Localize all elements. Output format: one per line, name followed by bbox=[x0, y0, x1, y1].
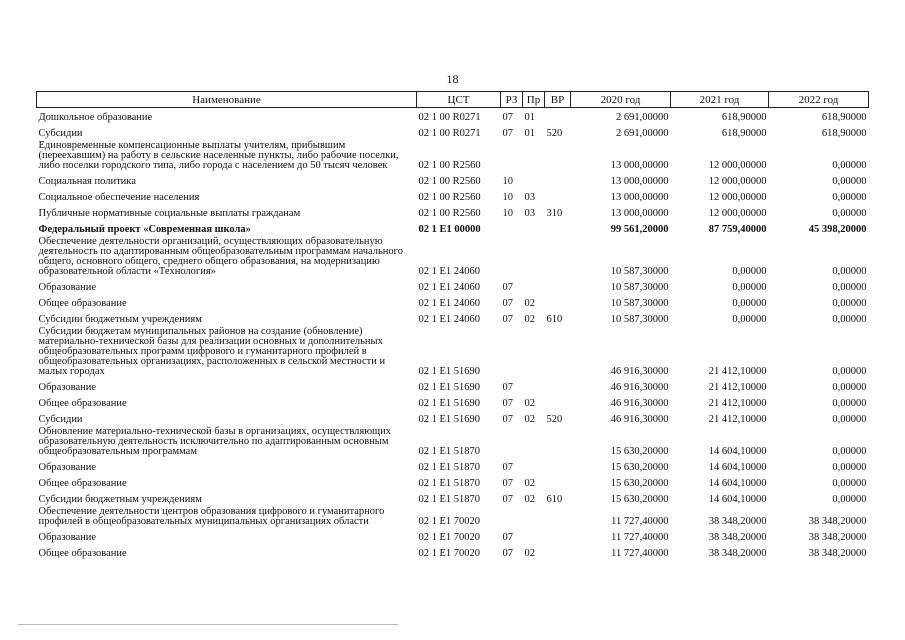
table-row bbox=[37, 426, 869, 458]
cell-rz: 07 bbox=[502, 462, 513, 473]
cell-2020: 46 916,30000 bbox=[610, 398, 669, 409]
cell-rz: 10 bbox=[502, 208, 513, 219]
cell-name: Образование bbox=[38, 382, 97, 393]
cell-cst: 02 1 E1 70020 bbox=[418, 532, 481, 543]
cell-vr bbox=[545, 544, 571, 560]
cell-vr bbox=[545, 528, 571, 544]
cell-rz: 07 bbox=[502, 282, 513, 293]
cell-rz: 07 bbox=[502, 298, 513, 309]
cell-cst: 02 1 E1 24060 bbox=[418, 298, 481, 309]
cell-2022: 0,00000 bbox=[832, 208, 867, 219]
cell-2021: 21 412,10000 bbox=[708, 414, 767, 425]
cell-name: Социальная политика bbox=[38, 176, 136, 187]
header-rz: РЗ bbox=[501, 92, 523, 108]
cell-2022: 0,00000 bbox=[832, 398, 867, 409]
cell-2022: 0,00000 bbox=[832, 314, 867, 325]
cell-2022: 0,00000 bbox=[832, 266, 867, 277]
cell-vr bbox=[545, 236, 571, 278]
cell-rz: 07 bbox=[502, 314, 513, 325]
cell-name: Социальное обеспечение населения bbox=[38, 192, 200, 203]
cell-rz: 07 bbox=[502, 398, 513, 409]
cell-vr: 520 bbox=[546, 128, 563, 139]
cell-2020: 11 727,40000 bbox=[611, 532, 669, 543]
cell-2021: 14 604,10000 bbox=[708, 494, 767, 505]
cell-2022: 618,90000 bbox=[821, 112, 867, 123]
cell-name: Единовременные компенсационные выплаты учителям, прибывшим (переехавшим) на работу в сельские населенные пункты, либо рабочие поселки, либо поселки городского типа, либо города с населением до 50 тысяч человек bbox=[38, 140, 399, 171]
cell-2022: 38 348,20000 bbox=[808, 516, 867, 527]
cell-cst: 02 1 E1 51870 bbox=[418, 494, 481, 505]
header-2020: 2020 год bbox=[571, 92, 671, 108]
cell-rz: 10 bbox=[502, 192, 513, 203]
cell-rz: 07 bbox=[502, 414, 513, 425]
table-header bbox=[37, 92, 869, 108]
cell-cst: 02 1 E1 51690 bbox=[418, 382, 481, 393]
cell-2022: 0,00000 bbox=[832, 446, 867, 457]
table-row bbox=[37, 220, 869, 236]
cell-name: Обновление материально-технической базы в организациях, осуществляющих образовательную деятельность исключительно по адаптированным основным общеобразовательным программам bbox=[38, 426, 392, 457]
cell-name: Субсидии бюджетным учреждениям bbox=[38, 494, 202, 505]
table-row bbox=[37, 108, 869, 125]
cell-cst: 02 1 00 R2560 bbox=[418, 192, 481, 203]
cell-vr: 610 bbox=[546, 494, 563, 505]
cell-vr bbox=[545, 378, 571, 394]
cell-vr bbox=[545, 326, 571, 378]
cell-2020: 10 587,30000 bbox=[610, 298, 669, 309]
cell-cst: 02 1 E1 51690 bbox=[418, 398, 481, 409]
cell-name: Федеральный проект «Современная школа» bbox=[38, 224, 251, 235]
cell-2020: 11 727,40000 bbox=[611, 516, 669, 527]
cell-2021: 12 000,00000 bbox=[708, 176, 767, 187]
cell-2020: 13 000,00000 bbox=[610, 192, 669, 203]
table-row bbox=[37, 528, 869, 544]
cell-vr: 520 bbox=[546, 414, 563, 425]
cell-2022: 38 348,20000 bbox=[808, 548, 867, 559]
cell-rz bbox=[501, 140, 523, 172]
cell-2020: 15 630,20000 bbox=[610, 462, 669, 473]
cell-2021: 0,00000 bbox=[732, 314, 767, 325]
cell-2021: 14 604,10000 bbox=[708, 446, 767, 457]
cell-cst: 02 1 00 R0271 bbox=[418, 112, 481, 123]
cell-vr bbox=[545, 458, 571, 474]
cell-rz bbox=[501, 506, 523, 528]
cell-rz: 07 bbox=[502, 128, 513, 139]
cell-2020: 15 630,20000 bbox=[610, 446, 669, 457]
cell-pr: 02 bbox=[524, 548, 535, 559]
cell-2022: 45 398,20000 bbox=[808, 224, 867, 235]
cell-vr bbox=[545, 294, 571, 310]
cell-pr: 02 bbox=[524, 478, 535, 489]
cell-pr bbox=[523, 506, 545, 528]
cell-rz: 07 bbox=[502, 532, 513, 543]
header-cst: ЦСТ bbox=[417, 92, 501, 108]
cell-2021: 21 412,10000 bbox=[708, 382, 767, 393]
cell-vr bbox=[545, 394, 571, 410]
cell-2021: 38 348,20000 bbox=[708, 516, 767, 527]
cell-2020: 99 561,20000 bbox=[610, 224, 669, 235]
cell-rz: 07 bbox=[502, 382, 513, 393]
table-row bbox=[37, 204, 869, 220]
cell-rz: 10 bbox=[502, 176, 513, 187]
cell-vr: 610 bbox=[546, 314, 563, 325]
cell-pr bbox=[523, 528, 545, 544]
table-row bbox=[37, 458, 869, 474]
cell-pr bbox=[523, 378, 545, 394]
cell-rz: 07 bbox=[502, 494, 513, 505]
cell-pr: 02 bbox=[524, 314, 535, 325]
cell-name: Обеспечение деятельности организаций, осуществляющих образовательную деятельность по адаптированным общеобразовательным программам начального общего, основного общего, среднего общего образования, на модернизацию образовательной области «Технология» bbox=[38, 236, 403, 277]
cell-2022: 0,00000 bbox=[832, 298, 867, 309]
cell-pr: 02 bbox=[524, 298, 535, 309]
cell-2022: 0,00000 bbox=[832, 176, 867, 187]
cell-pr: 02 bbox=[524, 494, 535, 505]
cell-rz: 07 bbox=[502, 478, 513, 489]
table-row bbox=[37, 474, 869, 490]
table-body bbox=[37, 108, 869, 561]
cell-2022: 0,00000 bbox=[832, 192, 867, 203]
cell-rz: 07 bbox=[502, 112, 513, 123]
bottom-rule bbox=[18, 624, 398, 625]
cell-name: Субсидии бюджетным учреждениям bbox=[38, 314, 202, 325]
table-row bbox=[37, 172, 869, 188]
cell-2020: 10 587,30000 bbox=[610, 266, 669, 277]
cell-2020: 11 727,40000 bbox=[611, 548, 669, 559]
table-row bbox=[37, 236, 869, 278]
cell-pr: 03 bbox=[524, 208, 535, 219]
table-row bbox=[37, 326, 869, 378]
cell-vr bbox=[545, 172, 571, 188]
table-row bbox=[37, 378, 869, 394]
cell-cst: 02 1 E1 00000 bbox=[418, 224, 481, 235]
cell-cst: 02 1 E1 51870 bbox=[418, 478, 481, 489]
cell-vr bbox=[545, 506, 571, 528]
cell-vr bbox=[545, 188, 571, 204]
cell-name: Общее образование bbox=[38, 398, 127, 409]
cell-pr bbox=[523, 140, 545, 172]
cell-vr bbox=[545, 426, 571, 458]
table-row bbox=[37, 410, 869, 426]
cell-cst: 02 1 E1 51870 bbox=[418, 446, 481, 457]
cell-2020: 2 691,00000 bbox=[616, 112, 669, 123]
budget-table bbox=[36, 91, 869, 560]
cell-cst: 02 1 E1 70020 bbox=[418, 548, 481, 559]
cell-2021: 12 000,00000 bbox=[708, 160, 767, 171]
cell-2022: 0,00000 bbox=[832, 160, 867, 171]
cell-cst: 02 1 00 R0271 bbox=[418, 128, 481, 139]
cell-pr: 02 bbox=[524, 414, 535, 425]
cell-2021: 12 000,00000 bbox=[708, 192, 767, 203]
cell-2020: 13 000,00000 bbox=[610, 208, 669, 219]
table-row bbox=[37, 294, 869, 310]
cell-cst: 02 1 E1 51690 bbox=[418, 366, 481, 377]
cell-pr bbox=[523, 458, 545, 474]
cell-cst: 02 1 E1 24060 bbox=[418, 266, 481, 277]
cell-cst: 02 1 00 R2560 bbox=[418, 176, 481, 187]
cell-pr: 01 bbox=[524, 128, 535, 139]
cell-name: Субсидии bbox=[38, 414, 83, 425]
cell-pr: 01 bbox=[524, 112, 535, 123]
cell-2020: 46 916,30000 bbox=[610, 366, 669, 377]
cell-2020: 15 630,20000 bbox=[610, 478, 669, 489]
table-row bbox=[37, 310, 869, 326]
cell-name: Общее образование bbox=[38, 298, 127, 309]
cell-cst: 02 1 E1 24060 bbox=[418, 282, 481, 293]
cell-2020: 46 916,30000 bbox=[610, 414, 669, 425]
cell-2021: 0,00000 bbox=[732, 282, 767, 293]
header-name: Наименование bbox=[37, 92, 417, 108]
cell-cst: 02 1 E1 70020 bbox=[418, 516, 481, 527]
cell-2020: 46 916,30000 bbox=[610, 382, 669, 393]
cell-cst: 02 1 E1 51690 bbox=[418, 414, 481, 425]
cell-vr bbox=[545, 220, 571, 236]
cell-2022: 38 348,20000 bbox=[808, 532, 867, 543]
cell-pr: 03 bbox=[524, 192, 535, 203]
cell-2021: 14 604,10000 bbox=[708, 478, 767, 489]
table-row bbox=[37, 544, 869, 560]
cell-2020: 13 000,00000 bbox=[610, 176, 669, 187]
table-row bbox=[37, 124, 869, 140]
cell-cst: 02 1 00 R2560 bbox=[418, 208, 481, 219]
cell-2022: 0,00000 bbox=[832, 414, 867, 425]
cell-vr: 310 bbox=[546, 208, 563, 219]
table-row bbox=[37, 506, 869, 528]
cell-2021: 21 412,10000 bbox=[708, 366, 767, 377]
cell-name: Общее образование bbox=[38, 478, 127, 489]
cell-name: Дошкольное образование bbox=[38, 112, 153, 123]
cell-2021: 87 759,40000 bbox=[708, 224, 767, 235]
cell-rz: 07 bbox=[502, 548, 513, 559]
table-row bbox=[37, 188, 869, 204]
cell-vr bbox=[545, 140, 571, 172]
cell-2022: 0,00000 bbox=[832, 478, 867, 489]
cell-pr bbox=[523, 236, 545, 278]
cell-name: Образование bbox=[38, 462, 97, 473]
header-pr: Пр bbox=[523, 92, 545, 108]
cell-vr bbox=[545, 108, 571, 125]
table-row bbox=[37, 140, 869, 172]
cell-pr: 02 bbox=[524, 398, 535, 409]
cell-cst: 02 1 00 R2560 bbox=[418, 160, 481, 171]
table-row bbox=[37, 278, 869, 294]
cell-name: Образование bbox=[38, 532, 97, 543]
cell-rz bbox=[501, 220, 523, 236]
cell-2020: 15 630,20000 bbox=[610, 494, 669, 505]
cell-pr bbox=[523, 172, 545, 188]
cell-2021: 14 604,10000 bbox=[708, 462, 767, 473]
cell-pr bbox=[523, 220, 545, 236]
cell-pr bbox=[523, 426, 545, 458]
cell-cst: 02 1 E1 51870 bbox=[418, 462, 481, 473]
cell-name: Субсидии bbox=[38, 128, 83, 139]
cell-2021: 38 348,20000 bbox=[708, 548, 767, 559]
header-2022: 2022 год bbox=[769, 92, 869, 108]
cell-2021: 38 348,20000 bbox=[708, 532, 767, 543]
cell-2022: 0,00000 bbox=[832, 494, 867, 505]
cell-2020: 10 587,30000 bbox=[610, 282, 669, 293]
cell-vr bbox=[545, 278, 571, 294]
cell-name: Субсидии бюджетам муниципальных районов на создание (обновление) материально-технической базы для реализации основных и дополнительных общеобразовательных программ цифрового и гуманитарного профилей в общеобразовательных организациях, расположенных в сельской местности и малых городах bbox=[38, 326, 386, 377]
cell-2022: 0,00000 bbox=[832, 366, 867, 377]
cell-2021: 0,00000 bbox=[732, 266, 767, 277]
cell-2022: 0,00000 bbox=[832, 382, 867, 393]
cell-rz bbox=[501, 326, 523, 378]
cell-2020: 2 691,00000 bbox=[616, 128, 669, 139]
cell-rz bbox=[501, 426, 523, 458]
cell-name: Публичные нормативные социальные выплаты гражданам bbox=[38, 208, 301, 219]
cell-name: Образование bbox=[38, 282, 97, 293]
cell-name: Обеспечение деятельности центров образования цифрового и гуманитарного профилей в общеобразовательных муниципальных организациях области bbox=[38, 506, 385, 527]
cell-2021: 618,90000 bbox=[721, 112, 767, 123]
cell-rz bbox=[501, 236, 523, 278]
header-2021: 2021 год bbox=[671, 92, 769, 108]
table-row bbox=[37, 394, 869, 410]
cell-2020: 13 000,00000 bbox=[610, 160, 669, 171]
cell-cst: 02 1 E1 24060 bbox=[418, 314, 481, 325]
cell-2022: 0,00000 bbox=[832, 282, 867, 293]
cell-2020: 10 587,30000 bbox=[610, 314, 669, 325]
cell-2022: 0,00000 bbox=[832, 462, 867, 473]
cell-2021: 0,00000 bbox=[732, 298, 767, 309]
cell-2022: 618,90000 bbox=[821, 128, 867, 139]
table-row bbox=[37, 490, 869, 506]
cell-2021: 12 000,00000 bbox=[708, 208, 767, 219]
cell-2021: 618,90000 bbox=[721, 128, 767, 139]
cell-pr bbox=[523, 278, 545, 294]
header-vr: ВР bbox=[545, 92, 571, 108]
cell-vr bbox=[545, 474, 571, 490]
cell-pr bbox=[523, 326, 545, 378]
cell-name: Общее образование bbox=[38, 548, 127, 559]
cell-2021: 21 412,10000 bbox=[708, 398, 767, 409]
page-number: 18 bbox=[446, 72, 459, 86]
